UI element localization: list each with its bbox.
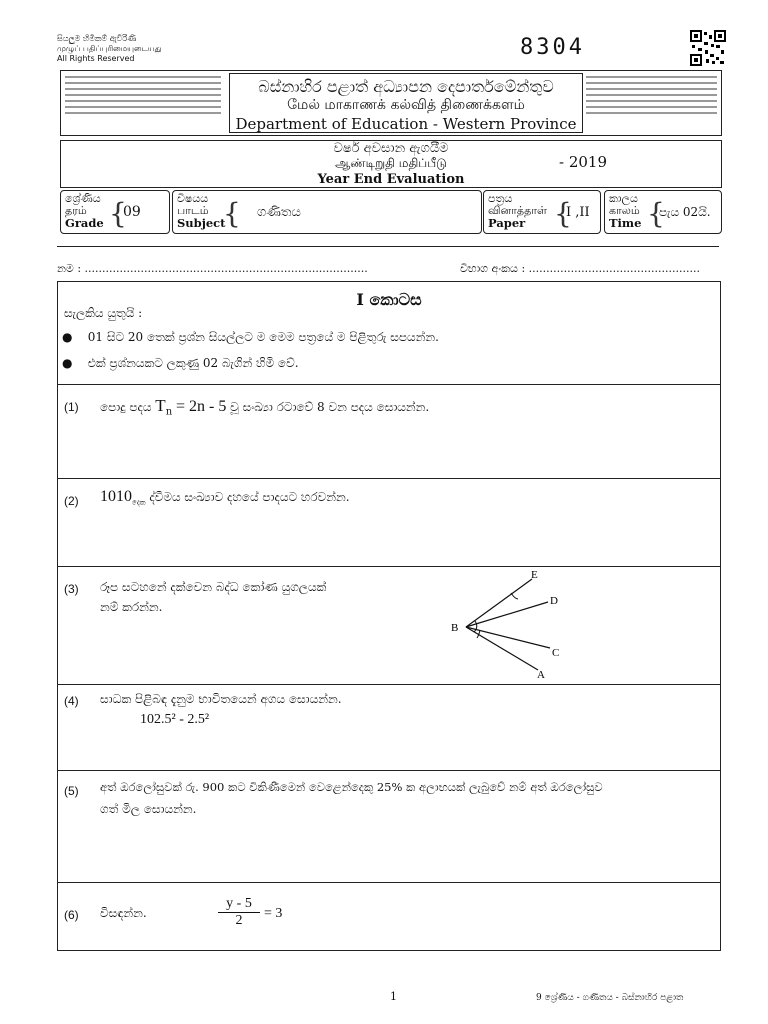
q2-base: දෙක — [132, 498, 146, 507]
name-field[interactable]: නම : ................................................................................. — [57, 262, 368, 275]
question-3-line-2: නම් කරන්න. — [100, 600, 163, 614]
question-number-5: (5) — [64, 784, 79, 798]
grade-box: ශ්‍රේණිය தரம் Grade { 09 — [60, 190, 170, 234]
qr-code-icon — [690, 30, 726, 66]
fraction-denominator: 2 — [235, 913, 243, 928]
angle-arc-b — [474, 621, 477, 632]
label-e: E — [531, 569, 538, 581]
grade-label-en: Grade — [65, 216, 104, 230]
evaluation-title-ta: ஆண்டிறுதி மதிப்பீடு — [335, 156, 447, 170]
department-header — [60, 70, 722, 136]
divider — [58, 882, 720, 883]
department-name-en: Department of Education - Western Province — [235, 115, 577, 133]
grade-value: 09 — [123, 204, 141, 220]
ray-be — [466, 579, 532, 627]
divider — [58, 566, 720, 567]
instruction-text-2: එක් ප්‍රශ්නයකට ලකුණු 02 බැගින් හිමි වේ. — [87, 356, 299, 370]
paper-label-si: පත්‍රය — [488, 192, 513, 205]
department-name-si: බස්නාහිර පළාත් අධ්‍යාපන දෙපාර්තමේන්තුව — [258, 77, 554, 96]
angle-arc-ed — [511, 593, 518, 599]
section-title: I කොටස — [356, 290, 422, 309]
divider — [58, 478, 720, 479]
question-4-expression: 102.5² - 2.5² — [140, 712, 210, 727]
subject-label-ta: பாடம் — [177, 204, 209, 217]
header-right-panel — [584, 73, 719, 131]
copyright-notice — [57, 34, 162, 64]
question-number-3: (3) — [64, 582, 79, 596]
divider — [58, 770, 720, 771]
question-number-6: (6) — [64, 908, 79, 922]
divider — [58, 384, 720, 385]
paper-box: පත්‍රය வினாத்தாள் Paper { I ,II — [483, 190, 601, 234]
question-1 — [100, 396, 429, 417]
label-b: B — [451, 622, 459, 634]
q1-term: T — [155, 396, 166, 415]
instruction-bullet-1: ● 01 සිට 20 තෙක් ප්‍රශ්න සියල්ලට ම මෙම පත්‍රයේ ම පිළිතුරු සපයන්න. — [62, 330, 439, 344]
question-5-line-1: අත් ඔරලෝසුවක් රු. 900 කට විකිණීමෙන් වෙළෙන්දෙකු 25% ක අලාභයක් ලැබුවේ නම් අත් ඔරලෝසුව — [100, 780, 603, 794]
question-number-2: (2) — [64, 494, 79, 508]
paper-code: 8304 — [520, 35, 585, 60]
rights-si: සියලුම හිමිකම් ඇවිරිණි — [57, 34, 137, 43]
time-label-si: කාලය — [609, 192, 638, 205]
subject-value: ගණිතය — [257, 205, 301, 220]
evaluation-title-box — [60, 140, 722, 188]
label-a: A — [537, 669, 545, 680]
paper-label-ta: வினாத்தாள் — [488, 204, 547, 217]
grade-label-si: ශ්‍රේණිය — [65, 192, 101, 205]
equation-rhs: = 3 — [264, 906, 283, 921]
ray-bc — [466, 627, 550, 648]
time-label-en: Time — [609, 216, 642, 230]
fraction-numerator: y - 5 — [226, 896, 252, 911]
grade-label-ta: தரம் — [65, 204, 87, 217]
question-5-line-2: ගත් මිල සොයන්න. — [100, 802, 197, 816]
question-6-line-1: විසඳන්න. — [100, 906, 147, 920]
label-d: D — [550, 595, 558, 607]
paper-value: I ,II — [566, 205, 590, 220]
subject-label-si: විෂයය — [177, 192, 209, 205]
q1-text: වූ සංඛ්‍යා රටාවේ 8 වන පදය සොයන්න. — [230, 400, 430, 414]
evaluation-title-si: වර්ෂ අවසාන ඇගයීම — [333, 141, 449, 156]
question-4-line-1: සාධක පිළිබඳ දැනුම භාවිතයෙන් අගය සොයන්න. — [100, 692, 342, 706]
question-number-4: (4) — [64, 694, 79, 708]
header-divider — [57, 246, 719, 247]
question-2 — [100, 488, 350, 507]
evaluation-year: - 2019 — [559, 153, 608, 171]
department-name-ta: மேல் மாகாணக் கல்வித் திணைக்களம் — [287, 97, 525, 113]
index-number-field[interactable]: විභාග අංකය : ................................................. — [460, 262, 700, 275]
subject-label-en: Subject — [177, 216, 226, 230]
ray-ba — [466, 627, 538, 670]
divider — [58, 684, 720, 685]
q1-pre: පොදු පදය — [100, 400, 152, 414]
instructions-heading: සැලකිය යුතුයි : — [64, 306, 143, 320]
q1-formula: = 2n - 5 — [175, 398, 227, 415]
q2-number: 1010 — [100, 488, 132, 505]
time-box: කාලය காலம் Time { පැය 02යි. — [604, 190, 722, 234]
equation-fraction — [218, 896, 260, 929]
angle-diagram — [438, 568, 598, 680]
question-3-line-1: රූප සටහනේ දක්වෙන බද්ධ කෝණ යුගලයක් — [100, 580, 327, 594]
rights-ta: முழுப் பதிப்புரிமையுடையது — [57, 44, 162, 53]
ray-bd — [466, 602, 548, 627]
label-c: C — [552, 647, 560, 659]
instruction-text-1: 01 සිට 20 තෙක් ප්‍රශ්න සියල්ලට ම මෙම පත්‍රයේ ම පිළිතුරු සපයන්න. — [87, 330, 439, 344]
question-number-1: (1) — [64, 400, 79, 414]
department-title-box — [229, 73, 583, 133]
time-label-ta: காலம் — [609, 204, 640, 217]
header-left-panel — [63, 73, 223, 131]
paper-label-en: Paper — [488, 216, 526, 230]
instruction-bullet-2: ● එක් ප්‍රශ්නයකට ලකුණු 02 බැගින් හිමි වේ. — [62, 356, 299, 370]
footer-text: 9 ශ්‍රේණිය - ගණිතය - බස්නාහිර පළාත — [536, 993, 684, 1003]
subject-box: විෂයය பாடம் Subject { ගණිතය — [172, 190, 482, 234]
time-value: පැය 02යි. — [659, 205, 711, 219]
evaluation-title-en: Year End Evaluation — [317, 172, 465, 187]
q1-sub: n — [165, 406, 173, 418]
section-one — [57, 281, 721, 951]
q2-text: ද්වීමය සංඛ්‍යාව දහයේ පාදයට හරවන්න. — [149, 490, 350, 504]
rights-en: All Rights Reserved — [57, 54, 135, 63]
page-number: 1 — [390, 990, 397, 1003]
